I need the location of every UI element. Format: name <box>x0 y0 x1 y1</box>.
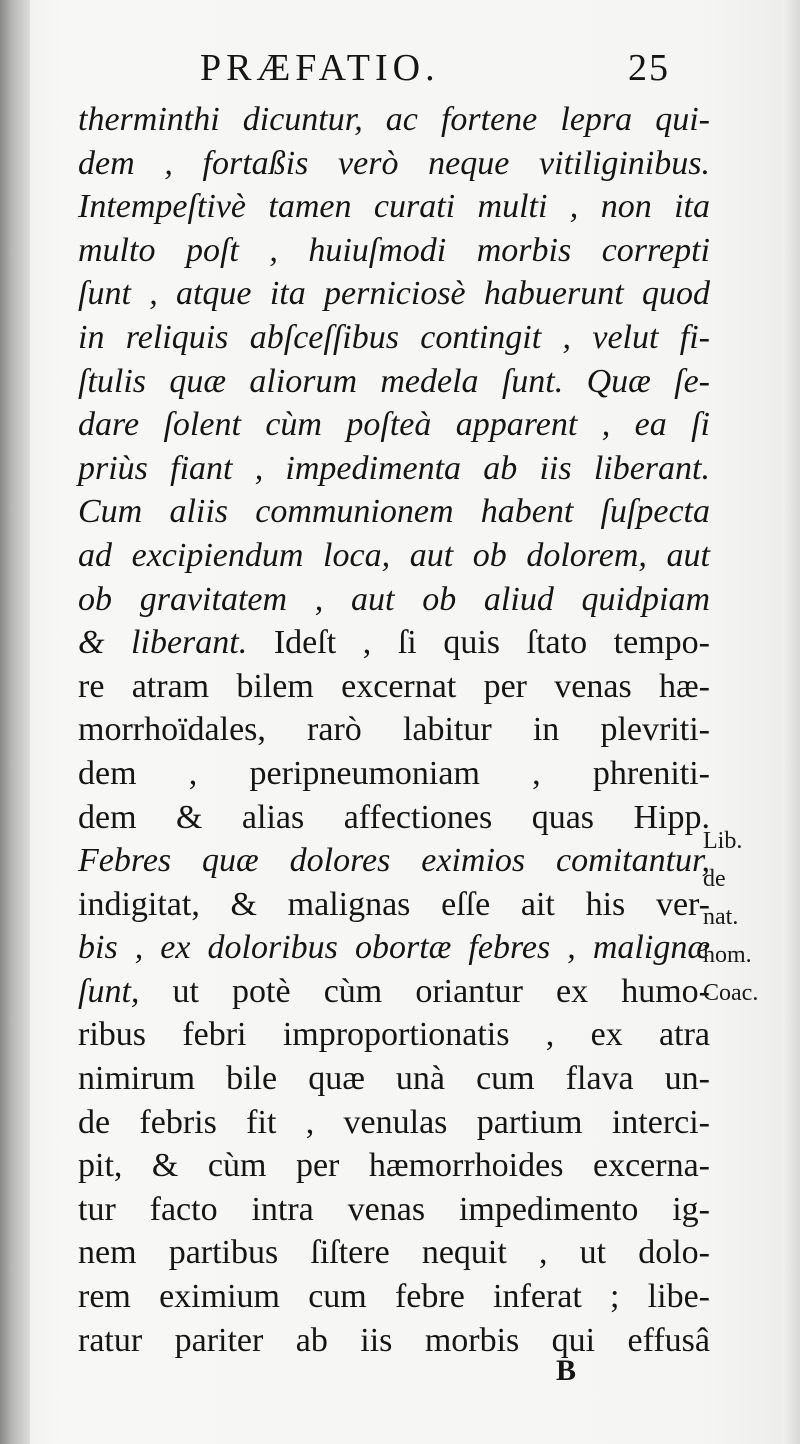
margin-note-line: nat. <box>703 904 739 930</box>
signature-mark: B <box>556 1354 577 1387</box>
text-line: indigitat, & malignas eſſe ait his ver- <box>78 885 710 923</box>
text-segment-italic: ſunt, <box>78 972 140 1010</box>
binding-shadow <box>0 0 30 1444</box>
text-line: nimirum bile quæ unà cum flava un- <box>78 1060 710 1098</box>
margin-note <box>703 822 785 1012</box>
running-title: PRÆFATIO. <box>200 47 440 89</box>
text-line: dem & alias affectiones quas Hipp. <box>78 798 710 836</box>
margin-note-line: Lib. <box>703 828 743 854</box>
text-line: ad excipiendum loca, aut ob dolorem, aut <box>78 536 710 574</box>
text-line: dem , fortaßis verò neque vitiliginibus. <box>78 144 710 182</box>
text-line-mixed <box>78 970 710 1014</box>
text-line: pit, & cùm per hæmorrhoides excerna- <box>78 1147 710 1185</box>
text-line: ribus febri improportionatis , ex atra <box>78 1016 710 1054</box>
margin-note-line: Coac. <box>703 980 759 1006</box>
text-line: ob gravitatem , aut ob aliud quidpiam <box>78 580 710 618</box>
text-line: ſtulis quæ aliorum medela ſunt. Quæ ſe- <box>78 362 710 400</box>
page-edge <box>782 0 800 1444</box>
page-header <box>200 46 670 96</box>
text-line: therminthi dicuntur, ac fortene lepra qui- <box>78 101 710 138</box>
text-line: priùs fiant , impedimenta ab iis liberant. <box>78 449 710 487</box>
text-line: in reliquis abſceſſibus contingit , velut fi- <box>78 318 710 356</box>
text-line-mixed <box>78 621 710 665</box>
page-number: 25 <box>628 47 670 89</box>
text-segment-italic: & liberant. <box>78 624 248 662</box>
text-line: multo poſt , huiuſmodi morbis correpti <box>78 231 710 269</box>
body-text <box>78 98 710 1362</box>
text-line: ratur pariter ab iis morbis qui effusâ <box>78 1321 710 1359</box>
text-line: Cum aliis communionem habent ſuſpecta <box>78 493 710 531</box>
text-line: Intempeſtivè tamen curati multi , non ita <box>78 188 710 226</box>
text-segment-roman: Ideſt , ſi quis ſtato tempo- <box>273 624 710 662</box>
margin-note-line: hom. <box>703 942 752 968</box>
text-line: rem eximium cum febre inferat ; libe- <box>78 1278 710 1316</box>
text-line: re atram bilem excernat per venas hæ- <box>78 667 710 705</box>
text-line: bis , ex doloribus obortæ febres , malignæ <box>78 929 710 967</box>
text-line: nem partibus ſiſtere nequit , ut dolo- <box>78 1234 710 1272</box>
text-line: ſunt , atque ita perniciosè habuerunt quod <box>78 275 710 313</box>
margin-note-line: de <box>703 866 726 892</box>
text-line: morrhoïdales, rarò labitur in plevriti- <box>78 711 710 749</box>
text-line: dare ſolent cùm poſteà apparent , ea ſi <box>78 406 710 444</box>
text-line: tur facto intra venas impedimento ig- <box>78 1190 710 1228</box>
text-line: Febres quæ dolores eximios comitantur, <box>78 842 710 880</box>
text-line: de febris fit , venulas partium interci- <box>78 1103 710 1141</box>
text-line: dem , peripneumoniam , phreniti- <box>78 754 710 792</box>
text-segment-roman: ut potè cùm oriantur ex humo- <box>172 972 711 1010</box>
